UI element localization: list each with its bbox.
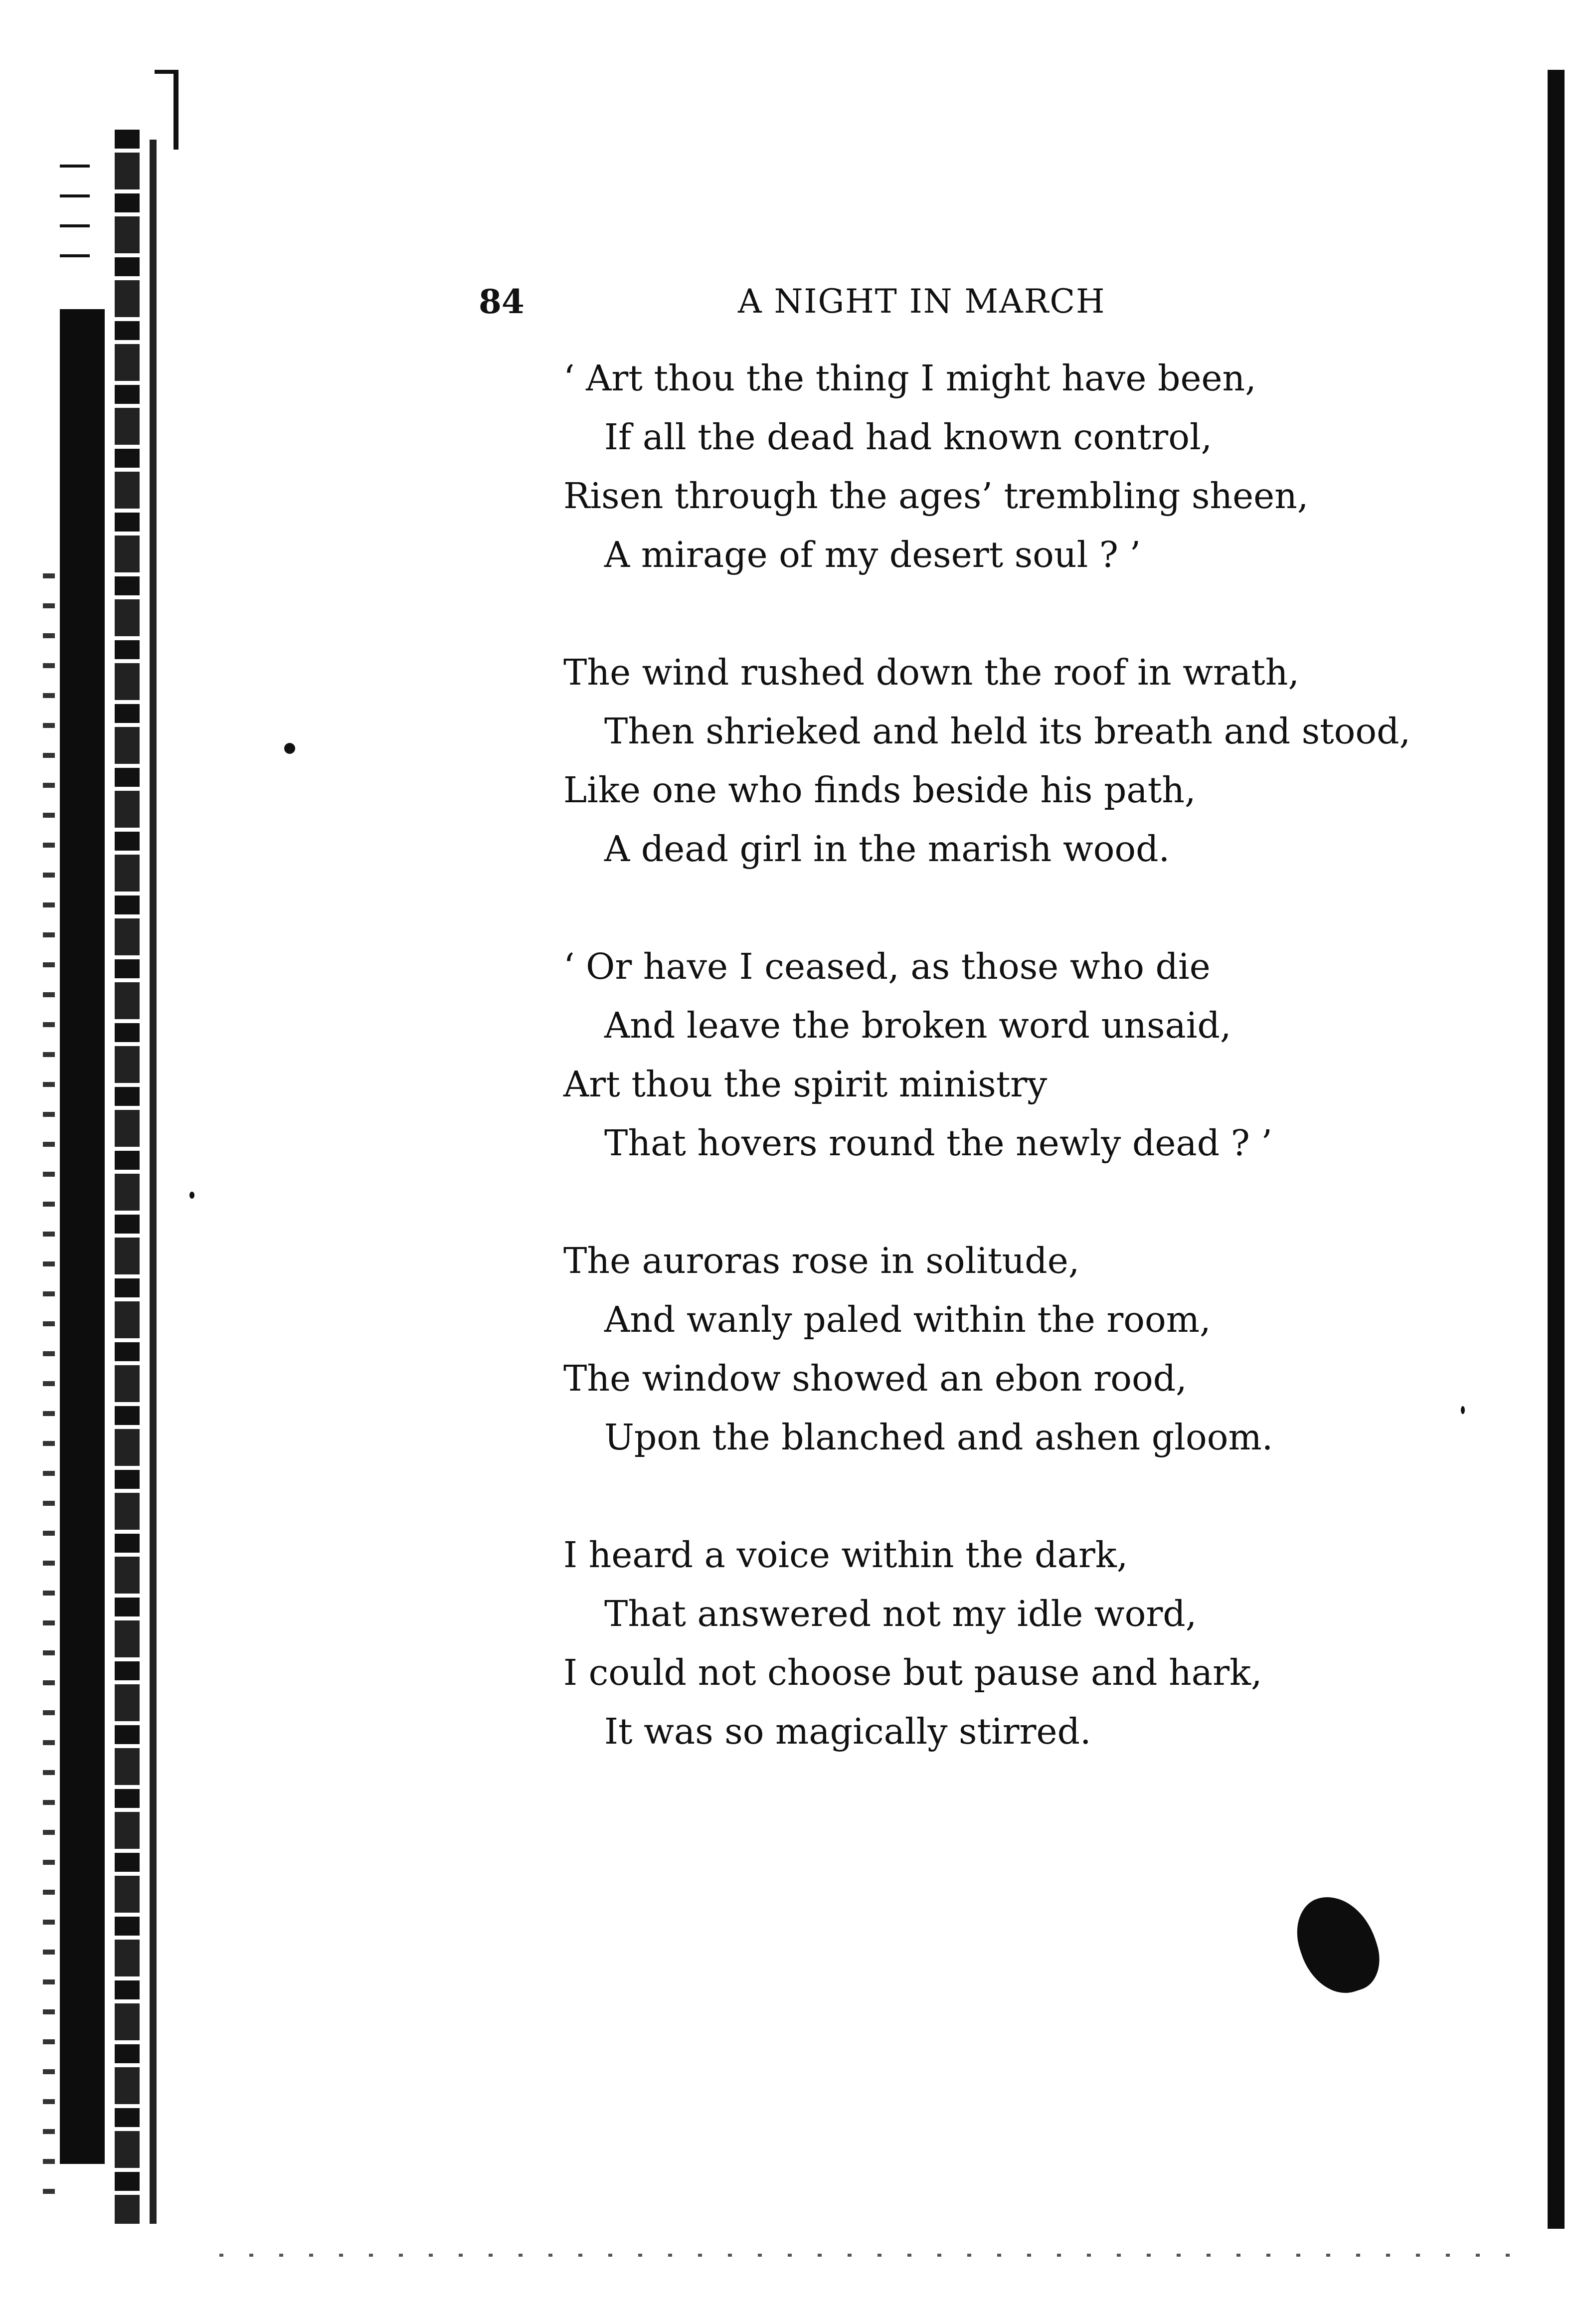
stanza (563, 349, 1436, 584)
poem-line: It was so magically stirred. (604, 1711, 1091, 1752)
poem-line: ‘ Or have I ceased, as those who die (563, 946, 1211, 987)
binding-edge-strip (115, 130, 140, 2224)
running-head (479, 274, 1157, 329)
poem-line: Upon the blanched and ashen gloom. (604, 1417, 1273, 1458)
poem (563, 349, 1436, 1820)
poem-line: That hovers round the newly dead ? ’ (604, 1122, 1272, 1164)
poem-line: That answered not my idle word, (604, 1593, 1197, 1634)
poem-line: The wind rushed down the roof in wrath, (563, 652, 1300, 693)
ink-speck (1461, 1406, 1465, 1414)
poem-line: ‘ Art thou the thing I might have been, (563, 358, 1256, 399)
stanza (563, 1526, 1436, 1761)
poem-line: A dead girl in the marish wood. (604, 828, 1170, 870)
right-page-edge (1548, 70, 1565, 2229)
poem-line: The auroras rose in solitude, (563, 1240, 1080, 1281)
stanza (563, 937, 1436, 1173)
page-title: A NIGHT IN MARCH (738, 282, 1106, 321)
bottom-scan-noise (219, 2254, 1526, 2257)
binding-edge-line (150, 140, 157, 2224)
binding-shadow (60, 309, 105, 2164)
poem-line: And wanly paled within the room, (604, 1299, 1211, 1340)
ink-speck (189, 1192, 194, 1199)
poem-line: I heard a voice within the dark, (563, 1534, 1128, 1576)
stanza (563, 1232, 1436, 1467)
poem-line: I could not choose but pause and hark, (563, 1652, 1262, 1693)
poem-line: Like one who finds beside his path, (563, 769, 1196, 811)
corner-mark (174, 70, 178, 150)
poem-line: Risen through the ages’ trembling sheen, (563, 475, 1309, 517)
ink-blot (1287, 1886, 1389, 2004)
binding-edge-dots (43, 573, 55, 2219)
poem-line: Then shrieked and held its breath and stood, (604, 711, 1411, 752)
poem-line: And leave the broken word unsaid, (604, 1005, 1231, 1046)
binding-edge-ticks (60, 165, 90, 279)
page-number: 84 (479, 282, 525, 321)
poem-line: The window showed an ebon rood, (563, 1358, 1187, 1399)
poem-line: If all the dead had known control, (604, 416, 1213, 458)
poem-line: A mirage of my desert soul ? ’ (604, 534, 1141, 575)
poem-line: Art thou the spirit ministry (563, 1064, 1048, 1105)
stanza (563, 643, 1436, 879)
corner-mark-bar (155, 70, 177, 74)
ink-speck (284, 743, 295, 754)
